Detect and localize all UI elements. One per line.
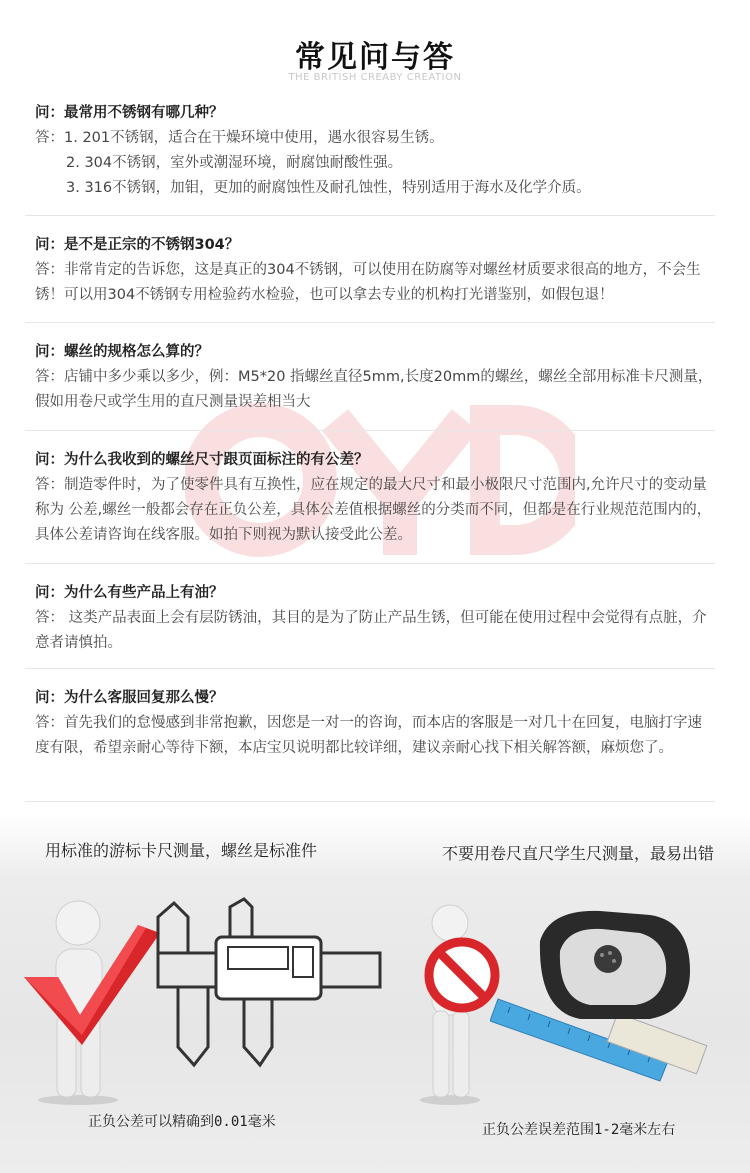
faq-question: 问：是不是正宗的不锈钢304？: [35, 237, 240, 253]
faq-item-6: [35, 686, 715, 761]
divider: [25, 801, 715, 802]
faq-question: 问：为什么有些产品上有油？: [35, 585, 224, 601]
faq-item-5: [35, 581, 715, 656]
faq-item-4: [35, 448, 715, 548]
faq-answer: 答：首先我们的怠慢感到非常抱歉，因您是一对一的咨询，而本店的客服是一对几十在回复，电脑打字速度有限，希望亲耐心等待下额，本店宝贝说明都比较详细，建议亲耐心找下相关解答额，麻烦您了。: [35, 715, 702, 756]
faq-question: 问：为什么客服回复那么慢？: [35, 690, 224, 706]
divider: [25, 215, 715, 216]
faq-answer: [35, 126, 715, 201]
divider: [25, 563, 715, 564]
faq-item-3: [35, 340, 715, 415]
caliper-icon: [148, 897, 383, 1072]
page-title: 常见问与答: [295, 40, 455, 75]
faq-question: 问：螺丝的规格怎么算的？: [35, 344, 209, 360]
faq-answer: 答： 这类产品表面上会有层防锈油，其目的是为了防止产品生锈，但可能在使用过程中会觉得有点脏，介意者请慎拍。: [35, 610, 707, 651]
right-caption: 不要用卷尺直尺学生尺测量，最易出错: [442, 844, 715, 863]
faq-answer: 答：店铺中多少乘以多少，例：M5*20 指螺丝直径5mm,长度20mm的螺丝，螺丝全部用标准卡尺测量，假如用卷尺或学生用的直尺测量误差相当大: [35, 369, 713, 410]
divider: [25, 668, 715, 669]
faq-question: 问：为什么我收到的螺丝尺寸跟页面标注的有公差？: [35, 452, 369, 468]
left-caption: 用标准的游标卡尺测量，螺丝是标准件: [45, 841, 318, 860]
header: [0, 0, 750, 100]
page-subtitle: THE BRITISH CREABY CREATION: [288, 72, 462, 83]
faq-answer-line: 答：1. 201不锈钢，适合在干燥环境中使用，遇水很容易生锈。: [35, 130, 444, 146]
faq-answer-line: 3. 316不锈钢，加钼，更加的耐腐蚀性及耐孔蚀性，特别适用于海水及化学介质。: [66, 180, 591, 196]
tape-measure-icon: [490, 901, 710, 1091]
divider: [25, 322, 715, 323]
left-note: 正负公差可以精确到0.01毫米: [88, 1114, 276, 1130]
faq-answer: 答：制造零件时，为了使零件具有互换性，应在规定的最大尺寸和最小极限尺寸范围内,允许尺寸的变动量称为 公差,螺丝一般都会存在正负公差，具体公差值根据螺丝的分类而不同，但都是在行业规范范围内的，具体公差请咨询在线客服。如拍下则视为默认接受此公差。: [35, 477, 712, 543]
faq-answer: 答：非常肯定的告诉您，这是真正的304不锈钢，可以使用在防腐等对螺丝材质要求很高的地方，不会生锈！可以用304不锈钢专用检验药水检验，也可以拿去专业的机构打光谱鉴别，如假包退！: [35, 262, 701, 303]
measurement-comparison: [0, 815, 750, 1173]
divider: [25, 430, 715, 431]
right-note: 正负公差误差范围1-2毫米左右: [482, 1122, 676, 1138]
faq-question: 问：最常用不锈钢有哪几种？: [35, 105, 224, 121]
faq-item-1: [35, 101, 715, 201]
faq-answer-line: 2. 304不锈钢，室外或潮湿环境，耐腐蚀耐酸性强。: [66, 155, 403, 171]
faq-item-2: [35, 233, 715, 308]
